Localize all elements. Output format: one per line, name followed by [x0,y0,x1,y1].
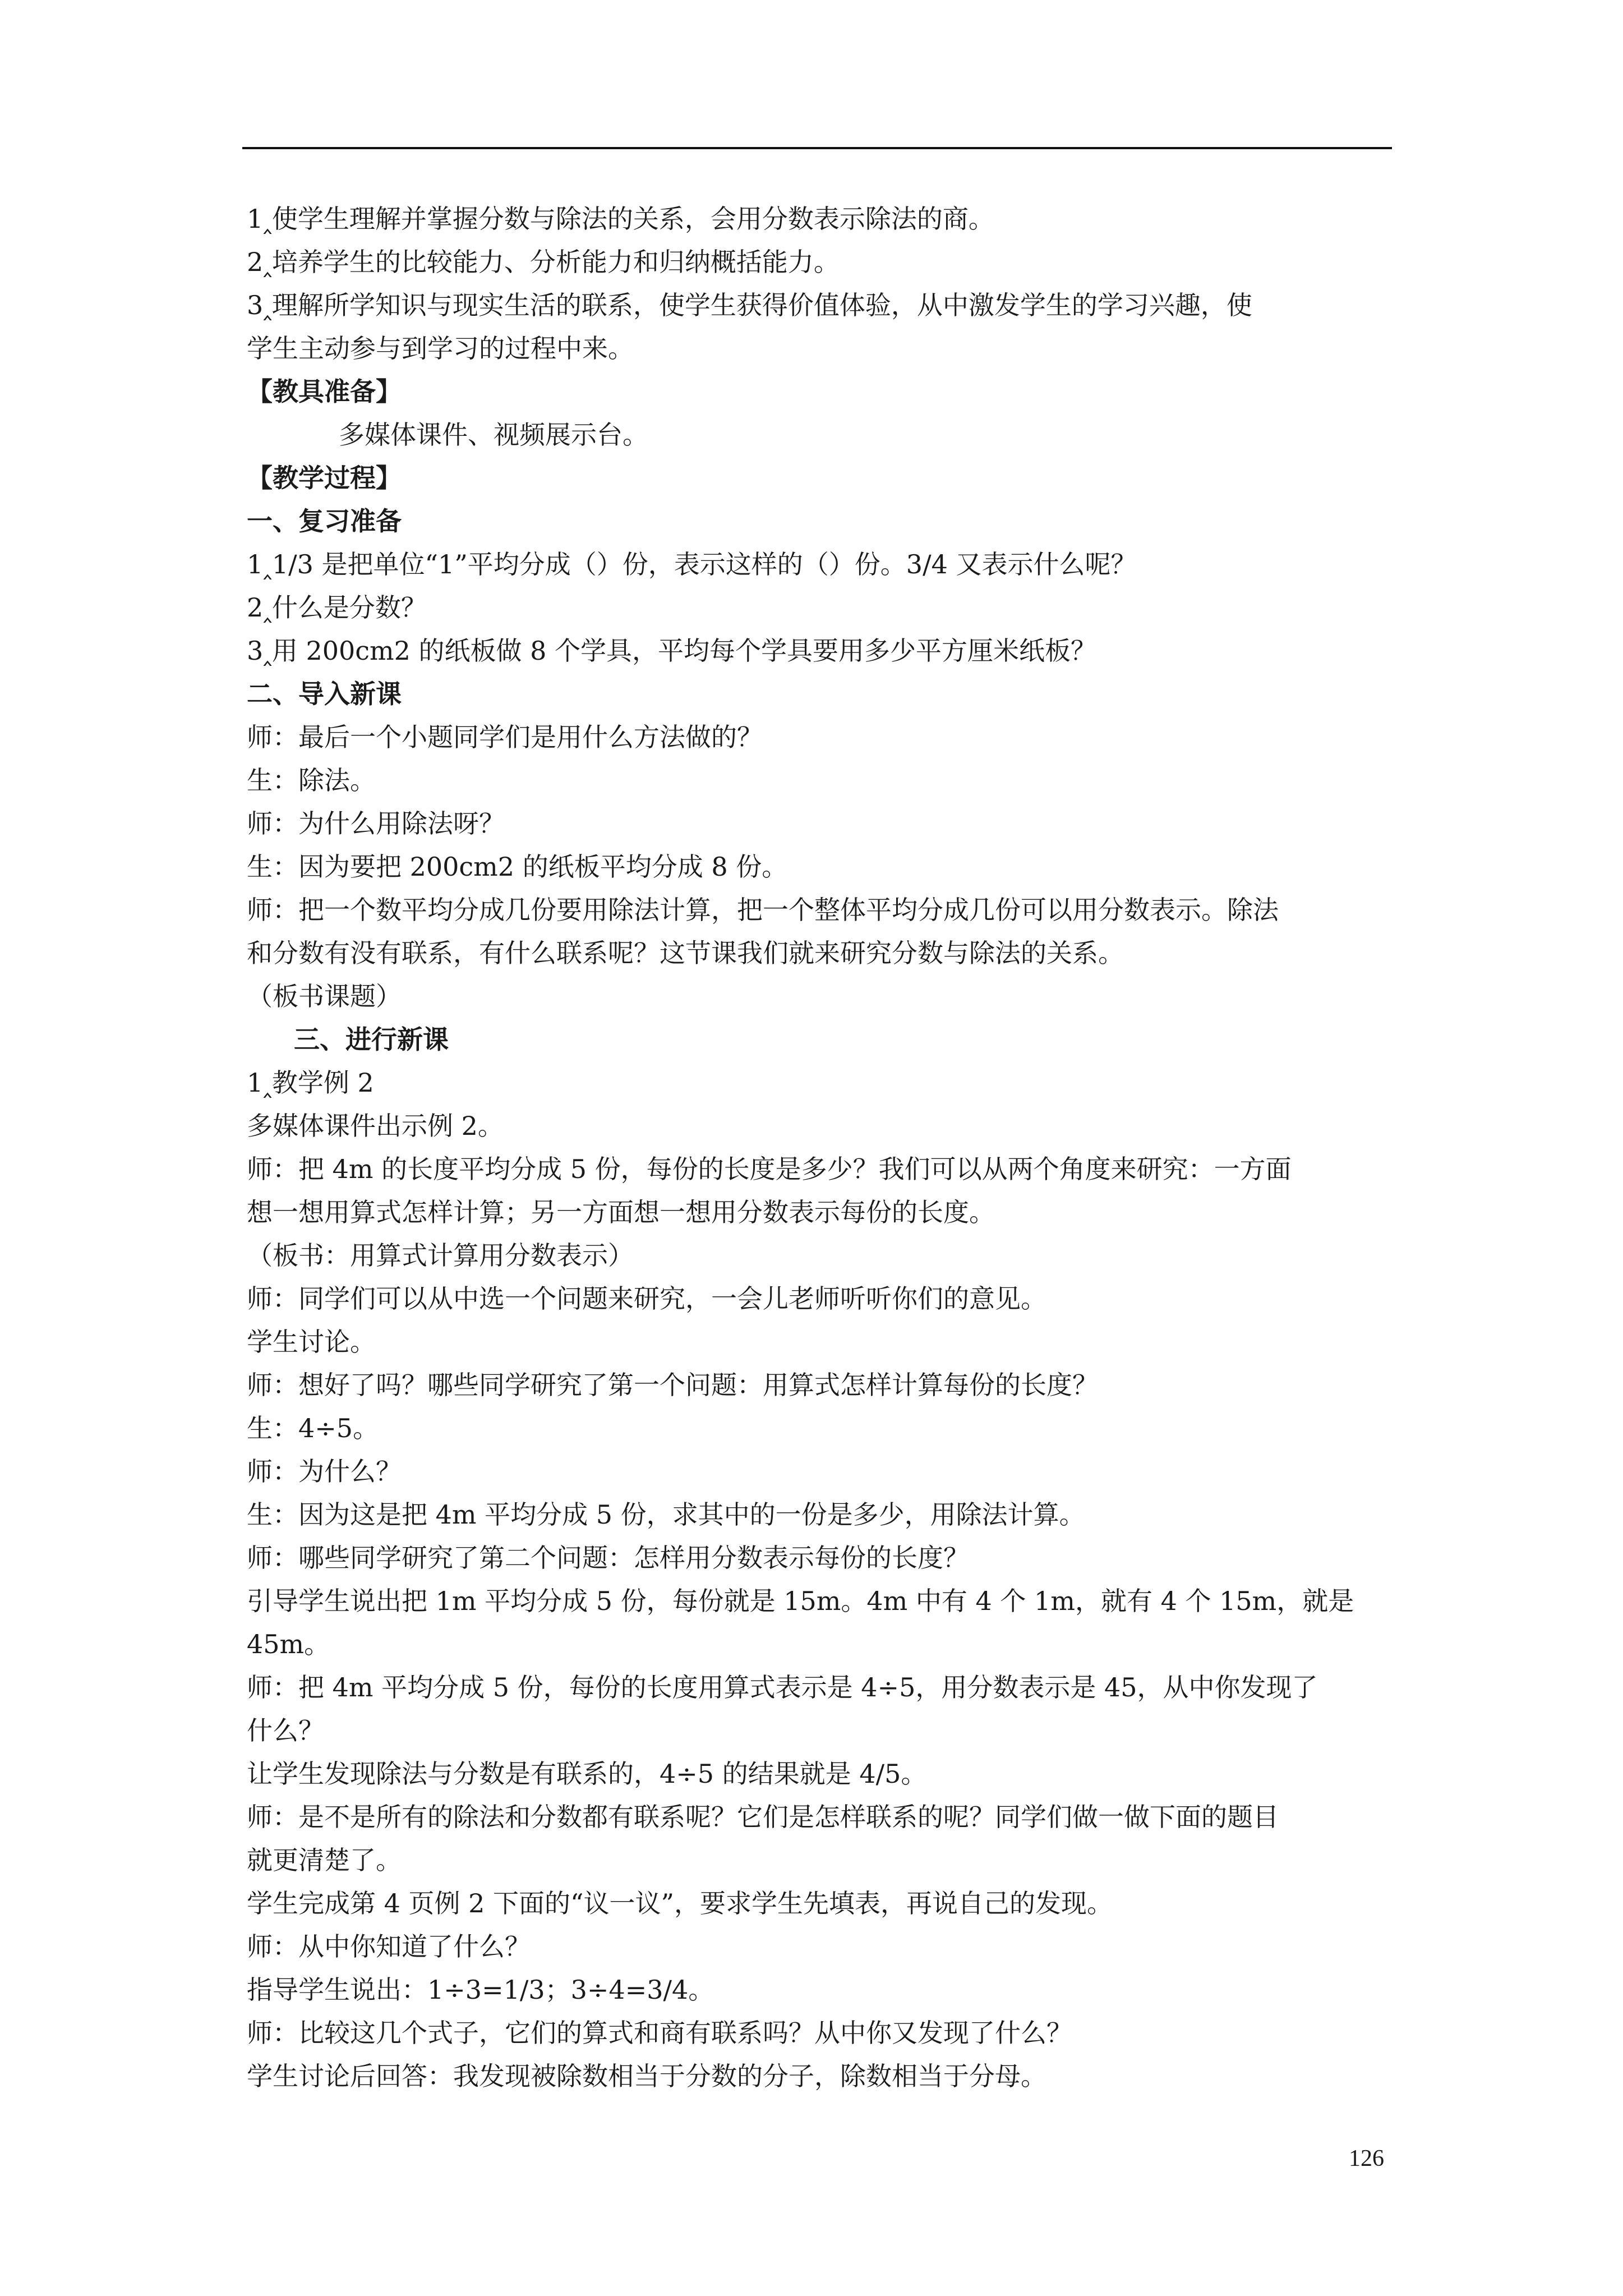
objective-line: 1‸使学生理解并掌握分数与除法的关系，会用分数表示除法的商。 [247,204,994,234]
lesson-line: 什么？ [247,1715,324,1746]
lesson-line: 师：同学们可以从中选一个问题来研究，一会儿老师听听你们的意见。 [247,1283,1046,1314]
intro-line: 师：为什么用除法呀？ [247,808,505,839]
review-item: 1‸1/3 是把单位“1”平均分成（）份，表示这样的（）份。3/4 又表示什么呢？ [247,549,1137,579]
lesson-line: 师：是不是所有的除法和分数都有联系呢？它们是怎样联系的呢？同学们做一做下面的题目 [247,1802,1279,1832]
intro-line: 师：把一个数平均分成几份要用除法计算，把一个整体平均分成几份可以用分数表示。除法 [247,895,1279,925]
intro-line: 和分数有没有联系，有什么联系呢？这节课我们就来研究分数与除法的关系。 [247,938,1124,968]
objective-line: 3‸理解所学知识与现实生活的联系，使学生获得价值体验，从中激发学生的学习兴趣，使 [247,290,1252,320]
lesson-line: 师：把 4m 的长度平均分成 5 份，每份的长度是多少？我们可以从两个角度来研究：一方面 [247,1154,1292,1184]
lesson-line: 45m。 [247,1629,330,1659]
header-rule [242,147,1392,149]
objective-line: 2‸培养学生的比较能力、分析能力和归纳概括能力。 [247,247,840,277]
lesson-line: 师：把 4m 平均分成 5 份，每份的长度用算式表示是 4÷5，用分数表示是 45，从中你发现了 [247,1672,1318,1703]
materials-text: 多媒体课件、视频展示台。 [339,420,648,450]
process-heading: 【教学过程】 [247,463,402,493]
page-number: 126 [1349,2146,1384,2171]
lesson-line: 师：为什么？ [247,1456,402,1487]
review-heading: 一、复习准备 [247,506,402,536]
lesson-line: 生：因为这是把 4m 平均分成 5 份，求其中的一份是多少，用除法计算。 [247,1499,1085,1530]
lesson-line: 师：哪些同学研究了第二个问题：怎样用分数表示每份的长度？ [247,1543,969,1573]
document-body [247,197,1385,2098]
intro-line: 师：最后一个小题同学们是用什么方法做的？ [247,722,763,752]
lesson-line: 师：想好了吗？哪些同学研究了第一个问题：用算式怎样计算每份的长度？ [247,1370,1098,1400]
lesson-line: 学生完成第 4 页例 2 下面的“议一议”，要求学生先填表，再说自己的发现。 [247,1888,1113,1918]
lesson-line: 学生讨论。 [247,1327,376,1357]
review-item: 3‸用 200cm2 的纸板做 8 个学具，平均每个学具要用多少平方厘米纸板？ [247,636,1097,666]
lesson-line: 学生讨论后回答：我发现被除数相当于分数的分子，除数相当于分母。 [247,2061,1046,2091]
lesson-line: （板书：用算式计算用分数表示） [247,1240,634,1271]
lesson-line: 1‸教学例 2 [247,1068,374,1098]
intro-line: 生：因为要把 200cm2 的纸板平均分成 8 份。 [247,852,788,882]
intro-line: （板书课题） [247,981,402,1011]
lesson-line: 指导学生说出：1÷3=1/3；3÷4=3/4。 [247,1975,714,2005]
lesson-line: 就更清楚了。 [247,1845,402,1875]
lesson-line: 让学生发现除法与分数是有联系的，4÷5 的结果就是 4/5。 [247,1759,927,1789]
lesson-line: 引导学生说出把 1m 平均分成 5 份，每份就是 15m。4m 中有 4 个 1m，就有 4 个 15m，就是 [247,1586,1354,1616]
intro-heading: 二、导入新课 [247,679,402,709]
materials-heading: 【教具准备】 [247,376,402,407]
lesson-line: 生：4÷5。 [247,1413,379,1443]
lesson-line: 多媒体课件出示例 2。 [247,1111,504,1141]
lesson-line: 想一想用算式怎样计算；另一方面想一想用分数表示每份的长度。 [247,1197,995,1227]
new-lesson-heading: 三、进行新课 [294,1024,449,1055]
objective-line: 学生主动参与到学习的过程中来。 [247,333,634,364]
lesson-line: 师：比较这几个式子，它们的算式和商有联系吗？从中你又发现了什么？ [247,2018,1072,2048]
lesson-line: 师：从中你知道了什么？ [247,1931,531,1962]
review-item: 2‸什么是分数？ [247,592,427,623]
intro-line: 生：除法。 [247,765,376,795]
